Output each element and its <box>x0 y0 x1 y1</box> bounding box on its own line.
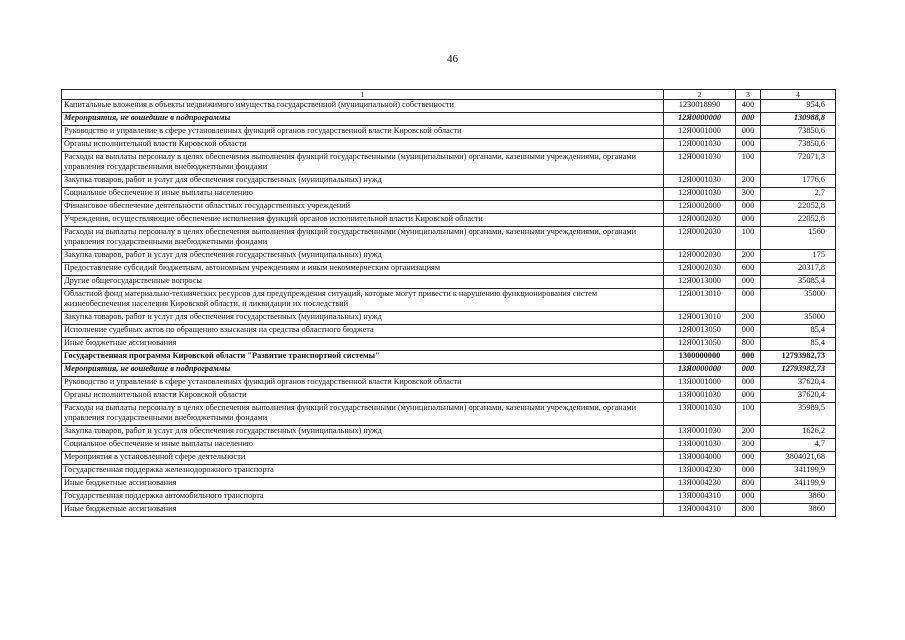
row-amount-cell: 73850,6 <box>761 139 836 152</box>
table-row <box>62 263 836 276</box>
row-name-cell: Государственная поддержка железнодорожного транспорта <box>62 465 664 478</box>
row-code-cell: 1300000000 <box>664 351 736 364</box>
row-name-cell: Закупка товаров, работ и услуг для обеспечения государственных (муниципальных) нужд <box>62 312 664 325</box>
row-type-cell: 000 <box>736 491 761 504</box>
row-amount-cell: 35085,4 <box>761 276 836 289</box>
header-cell-amount: 4 <box>761 90 836 100</box>
row-name-cell: Расходы на выплаты персоналу в целях обеспечения выполнения функций государственными (муниципальными) органами, казенными учреждениями, органами управления государственными внебюджетными фондами <box>62 152 664 175</box>
table-row <box>62 250 836 263</box>
row-type-cell: 100 <box>736 227 761 250</box>
row-name-cell: Расходы на выплаты персоналу в целях обеспечения выполнения функций государственными (муниципальными) органами, казенными учреждениями, органами управления государственными внебюджетными фондами <box>62 227 664 250</box>
row-type-cell: 000 <box>736 325 761 338</box>
row-amount-cell: 2,7 <box>761 188 836 201</box>
row-name-cell: Государственная программа Кировской области "Развитие транспортной системы" <box>62 351 664 364</box>
row-code-cell: 13Я0004230 <box>664 478 736 491</box>
table-row <box>62 338 836 351</box>
row-type-cell: 300 <box>736 439 761 452</box>
row-amount-cell: 1560 <box>761 227 836 250</box>
row-name-cell: Социальное обеспечение и иные выплаты населению <box>62 188 664 201</box>
row-amount-cell: 72071,3 <box>761 152 836 175</box>
row-code-cell: 13Я0001000 <box>664 377 736 390</box>
row-amount-cell: 12793982,73 <box>761 351 836 364</box>
table-row <box>62 426 836 439</box>
row-name-cell: Органы исполнительной власти Кировской области <box>62 139 664 152</box>
row-code-cell: 12Я0002030 <box>664 227 736 250</box>
row-amount-cell: 35000 <box>761 289 836 312</box>
row-name-cell: Предоставление субсидий бюджетным, автономным учреждениям и иным некоммерческим организациям <box>62 263 664 276</box>
row-type-cell: 000 <box>736 201 761 214</box>
row-name-cell: Капитальные вложения в объекты недвижимого имущества государственной (муниципальной) собственности <box>62 100 664 113</box>
row-code-cell: 12Я0013050 <box>664 338 736 351</box>
row-type-cell: 000 <box>736 139 761 152</box>
row-name-cell: Иные бюджетные ассигнования <box>62 504 664 517</box>
row-code-cell: 12Я0001030 <box>664 152 736 175</box>
row-amount-cell: 3860 <box>761 504 836 517</box>
row-type-cell: 200 <box>736 250 761 263</box>
row-amount-cell: 37620,4 <box>761 390 836 403</box>
table-row <box>62 491 836 504</box>
row-name-cell: Областной фонд материально-технических ресурсов для предупреждения ситуаций, которые могут привести к нарушению функционирования систем жизнеобеспечения населения Кировской области, и ликвидации их последствий <box>62 289 664 312</box>
row-type-cell: 000 <box>736 390 761 403</box>
row-name-cell: Закупка товаров, работ и услуг для обеспечения государственных (муниципальных) нужд <box>62 175 664 188</box>
row-name-cell: Учреждения, осуществляющие обеспечение исполнения функций органов исполнительной власти Кировской области <box>62 214 664 227</box>
row-amount-cell: 130988,8 <box>761 113 836 126</box>
row-amount-cell: 22052,8 <box>761 214 836 227</box>
header-cell-name: 1 <box>62 90 664 100</box>
row-code-cell: 13Я0000000 <box>664 364 736 377</box>
row-amount-cell: 341199,9 <box>761 478 836 491</box>
table-row <box>62 227 836 250</box>
row-code-cell: 12Я0001000 <box>664 126 736 139</box>
row-amount-cell: 37620,4 <box>761 377 836 390</box>
table-row <box>62 364 836 377</box>
row-name-cell: Мероприятия в установленной сфере деятельности <box>62 452 664 465</box>
row-type-cell: 200 <box>736 426 761 439</box>
table-row <box>62 312 836 325</box>
table-row <box>62 276 836 289</box>
row-code-cell: 12Я0001030 <box>664 188 736 201</box>
row-code-cell: 13Я0004000 <box>664 452 736 465</box>
row-amount-cell: 12793982,73 <box>761 364 836 377</box>
row-type-cell: 000 <box>736 351 761 364</box>
table-row <box>62 452 836 465</box>
row-name-cell: Иные бюджетные ассигнования <box>62 478 664 491</box>
row-type-cell: 000 <box>736 465 761 478</box>
row-amount-cell: 4,7 <box>761 439 836 452</box>
row-amount-cell: 35000 <box>761 312 836 325</box>
row-type-cell: 800 <box>736 504 761 517</box>
table-row <box>62 439 836 452</box>
row-amount-cell: 954,6 <box>761 100 836 113</box>
row-code-cell: 13Я0001030 <box>664 403 736 426</box>
table-row <box>62 325 836 338</box>
row-type-cell: 300 <box>736 188 761 201</box>
page-number: 46 <box>447 53 458 65</box>
row-name-cell: Финансовое обеспечение деятельности областных государственных учреждений <box>62 201 664 214</box>
table-row <box>62 403 836 426</box>
row-code-cell: 12Я0001030 <box>664 175 736 188</box>
row-amount-cell: 341199,9 <box>761 465 836 478</box>
row-type-cell: 100 <box>736 152 761 175</box>
row-type-cell: 000 <box>736 364 761 377</box>
row-name-cell: Руководство и управление в сфере установленных функций органов государственной власти Кировской области <box>62 126 664 139</box>
row-amount-cell: 35989,5 <box>761 403 836 426</box>
row-code-cell: 12Я0002030 <box>664 263 736 276</box>
table-header-row <box>62 90 836 100</box>
row-name-cell: Закупка товаров, работ и услуг для обеспечения государственных (муниципальных) нужд <box>62 426 664 439</box>
table-row <box>62 289 836 312</box>
table-row <box>62 377 836 390</box>
row-amount-cell: 85,4 <box>761 338 836 351</box>
table-row <box>62 478 836 491</box>
row-amount-cell: 175 <box>761 250 836 263</box>
row-type-cell: 000 <box>736 289 761 312</box>
row-code-cell: 12Я0002030 <box>664 250 736 263</box>
row-name-cell: Иные бюджетные ассигнования <box>62 338 664 351</box>
row-code-cell: 12Я0013010 <box>664 289 736 312</box>
row-code-cell: 12Я0013050 <box>664 325 736 338</box>
row-name-cell: Руководство и управление в сфере установленных функций органов государственной власти Кировской области <box>62 377 664 390</box>
table-row <box>62 100 836 113</box>
row-name-cell: Государственная поддержка автомобильного транспорта <box>62 491 664 504</box>
budget-table <box>61 89 836 517</box>
row-amount-cell: 73850,6 <box>761 126 836 139</box>
row-type-cell: 000 <box>736 126 761 139</box>
row-amount-cell: 22052,8 <box>761 201 836 214</box>
table-row <box>62 201 836 214</box>
row-code-cell: 12Я0002000 <box>664 201 736 214</box>
budget-table-body <box>62 90 836 517</box>
row-name-cell: Органы исполнительной власти Кировской области <box>62 390 664 403</box>
row-type-cell: 200 <box>736 312 761 325</box>
row-type-cell: 000 <box>736 276 761 289</box>
row-type-cell: 800 <box>736 478 761 491</box>
row-type-cell: 000 <box>736 214 761 227</box>
row-code-cell: 13Я0004230 <box>664 465 736 478</box>
row-amount-cell: 85,4 <box>761 325 836 338</box>
table-row <box>62 113 836 126</box>
row-code-cell: 13Я0001030 <box>664 426 736 439</box>
row-code-cell: 12Я0002030 <box>664 214 736 227</box>
header-cell-type: 3 <box>736 90 761 100</box>
table-row <box>62 175 836 188</box>
table-row <box>62 504 836 517</box>
row-type-cell: 600 <box>736 263 761 276</box>
row-name-cell: Социальное обеспечение и иные выплаты населению <box>62 439 664 452</box>
row-amount-cell: 1626,2 <box>761 426 836 439</box>
row-name-cell: Исполнение судебных актов по обращению взыскания на средства областного бюджета <box>62 325 664 338</box>
row-amount-cell: 1776,6 <box>761 175 836 188</box>
row-type-cell: 400 <box>736 100 761 113</box>
row-type-cell: 200 <box>736 175 761 188</box>
row-name-cell: Другие общегосударственные вопросы <box>62 276 664 289</box>
row-type-cell: 000 <box>736 377 761 390</box>
row-type-cell: 100 <box>736 403 761 426</box>
table-row <box>62 351 836 364</box>
row-name-cell: Закупка товаров, работ и услуг для обеспечения государственных (муниципальных) нужд <box>62 250 664 263</box>
row-code-cell: 12Я0013010 <box>664 312 736 325</box>
row-name-cell: Расходы на выплаты персоналу в целях обеспечения выполнения функций государственными (муниципальными) органами, казенными учреждениями, органами управления государственными внебюджетными фондами <box>62 403 664 426</box>
row-code-cell: 13Я0004310 <box>664 491 736 504</box>
table-row <box>62 126 836 139</box>
header-cell-code: 2 <box>664 90 736 100</box>
row-type-cell: 000 <box>736 452 761 465</box>
table-row <box>62 390 836 403</box>
row-type-cell: 800 <box>736 338 761 351</box>
row-type-cell: 000 <box>736 113 761 126</box>
table-row <box>62 465 836 478</box>
row-name-cell: Мероприятия, не вошедшие в подпрограммы <box>62 113 664 126</box>
row-amount-cell: 3860 <box>761 491 836 504</box>
table-row <box>62 152 836 175</box>
table-row <box>62 188 836 201</box>
row-code-cell: 12Я0000000 <box>664 113 736 126</box>
row-code-cell: 1230018990 <box>664 100 736 113</box>
row-amount-cell: 3804021,68 <box>761 452 836 465</box>
row-code-cell: 12Я0013000 <box>664 276 736 289</box>
row-code-cell: 12Я0001030 <box>664 139 736 152</box>
table-row <box>62 214 836 227</box>
row-name-cell: Мероприятия, не вошедшие в подпрограммы <box>62 364 664 377</box>
table-row <box>62 139 836 152</box>
row-code-cell: 13Я0001030 <box>664 390 736 403</box>
row-code-cell: 13Я0004310 <box>664 504 736 517</box>
row-amount-cell: 20317,8 <box>761 263 836 276</box>
row-code-cell: 13Я0001030 <box>664 439 736 452</box>
